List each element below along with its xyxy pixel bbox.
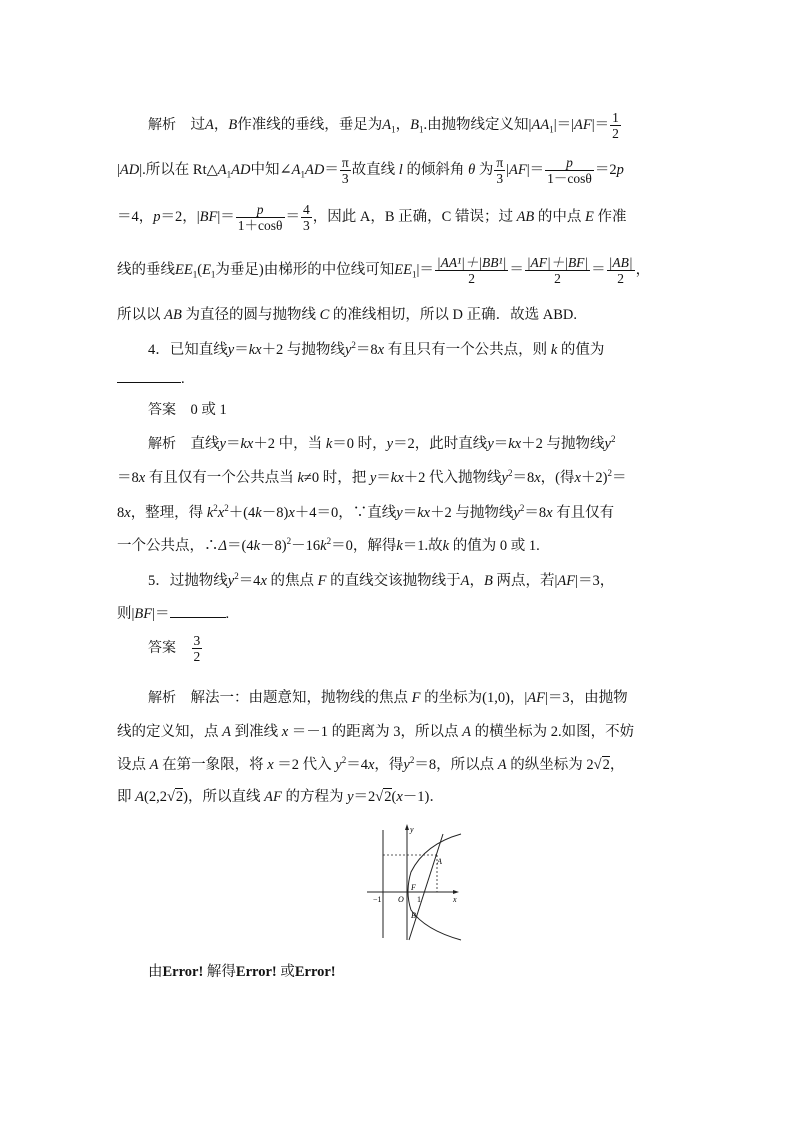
text: |＝ (526, 161, 545, 178)
text: 则| (117, 606, 135, 622)
text: ( (197, 261, 203, 278)
text: ＝2 代入 (277, 757, 332, 773)
text: ＝ (324, 161, 339, 178)
text: 2 (384, 789, 392, 805)
text: . (225, 606, 230, 622)
parabola-figure (365, 822, 465, 942)
text: 两点，若| (496, 573, 558, 589)
fraction: $\frac{\pi}{3}$ (341, 155, 349, 186)
text: ＝2，| (160, 208, 200, 225)
error-text: Error! (235, 964, 277, 980)
text: 由 (148, 964, 163, 980)
text: ＝2 (353, 789, 376, 805)
text: 的焦点 (270, 573, 314, 589)
text: 直线 (190, 436, 220, 452)
text: ＋4＝0，∵直线 (294, 505, 397, 521)
question-5-line-2: 则|BF|＝ . (117, 606, 230, 622)
text: |＝ (416, 261, 434, 278)
text: 的方程为 (285, 789, 344, 805)
analysis-line-2: |AD|.所以在 $Rt\triangle A_1AD$中知$\angle A_1AD=$ $\frac{\pi}{3}$ 故直线 l 的倾斜角 θ 为 $\frac{\pi}{3}$ |AF|＝ $\frac{p}{1-\cos\theta}$ ＝2p (117, 155, 624, 186)
text: 一个公共点，∴ (117, 538, 219, 554)
text: . (181, 371, 185, 387)
text: |＝ (217, 208, 235, 225)
text: 或 (276, 964, 295, 980)
text: 的纵坐标为 2 (510, 757, 594, 773)
point-F-label: F (411, 883, 416, 892)
text: ＝8，所以点 (414, 757, 495, 773)
text: ＝4 (346, 757, 368, 773)
text: ＝ (509, 261, 524, 278)
fraction: $\frac{p}{1+\cos\theta}$ (237, 202, 283, 233)
text: 8 (117, 505, 125, 521)
text: ＝ (225, 436, 241, 452)
text: 的直线交该抛物线于 (330, 573, 461, 589)
text: ， (395, 116, 411, 133)
text: －8) (260, 538, 287, 554)
text: | (506, 161, 510, 178)
text: 的中点 (537, 208, 582, 225)
text: 为 (478, 161, 494, 178)
text: 线的垂线 (117, 261, 175, 278)
text: ＋2 与抛物线 (261, 342, 345, 358)
text: 作准 (597, 208, 627, 225)
text: ＋2 中，当 (253, 436, 323, 452)
text: ＋2) (580, 470, 608, 486)
text: |＝| (553, 116, 574, 133)
error-text: Error! (294, 964, 336, 980)
text: ＝ (612, 470, 627, 486)
text: ， (609, 757, 625, 773)
text: |.所以在 Rt△ (139, 161, 218, 178)
text: 的横坐标为 2.如图，不妨 (474, 724, 635, 740)
text: ＝1.故 (402, 538, 443, 554)
text: 所以以 (117, 307, 161, 323)
text: 有且仅有一个公共点当 (148, 470, 294, 486)
text: －8) (261, 505, 289, 521)
answer-blank (117, 370, 181, 383)
text: Δ (218, 538, 228, 554)
text: ＋2 与抛物线 (521, 436, 605, 452)
q5-analysis-line-1: 解析 解法一：由题意知，抛物线的焦点 F 的坐标为(1,0)，|AF|＝3，由抛物 (148, 690, 628, 706)
text: ＝ (234, 342, 249, 358)
text: ＝2 (594, 161, 617, 178)
parabola-curve (408, 834, 461, 940)
text: 的准线相切，所以 D 正确．故选 ABD. (332, 307, 577, 323)
text: 5．过抛物线 (148, 573, 228, 589)
text: |＝3， (575, 573, 615, 589)
point-A-label: A (437, 857, 442, 866)
text: |＝ (152, 606, 170, 622)
text: ，得 (374, 757, 404, 773)
q5-analysis-line-4: 即 A(2,2√2)，所以直线 AF 的方程为 y＝2√2(x－1)． (117, 789, 444, 805)
text: ＝0，解得 (331, 538, 397, 554)
y-axis-arrow (405, 824, 409, 830)
fraction: $\frac{4}{3}$ (303, 202, 310, 233)
answer-4 (148, 400, 227, 420)
text: ， (635, 261, 651, 278)
text: －16 (291, 538, 321, 554)
final-line (148, 962, 336, 982)
text: ＋(4 (228, 505, 256, 521)
text: ( (391, 789, 397, 805)
text: | (117, 161, 120, 178)
text: ＝ (591, 261, 606, 278)
text: 故直线 (351, 161, 396, 178)
axis-x-label: x (453, 895, 457, 904)
tick-neg1-label: −1 (373, 895, 382, 904)
text: ，( (540, 470, 560, 486)
q4-analysis-line-2: ＝8x 有且仅有一个公共点当 k≠0 时，把 y＝kx＋2 代入抛物线$y^2=8x$，(得x＋2)$^2$＝ (117, 468, 627, 486)
text: 2 (602, 757, 610, 773)
text: ＝ (285, 208, 300, 225)
text: ＝0 时， (332, 436, 387, 452)
point-B-label: B (411, 911, 416, 920)
q4-analysis-line-4: 一个公共点，$\therefore\Delta=(4k-8)^2-16k^2=0$，解得k＝1.故k 的值为 0 或 1. (117, 536, 540, 554)
text: 解法一：由题意知，抛物线的焦点 (190, 690, 408, 706)
error-text: Error! (162, 964, 204, 980)
text: 4．已知直线 (148, 342, 228, 358)
text: 设点 (117, 757, 146, 773)
text: ＋2 与抛物线 (430, 505, 514, 521)
text: |＝3，由抛物 (545, 690, 628, 706)
fraction: $\frac{\text{|AA¹|＋|BB¹|}}{2}$ (436, 255, 507, 286)
text: 有且只有一个公共点，则 (387, 342, 548, 358)
analysis-line-3: ＝4，p＝2，|BF|＝ $\frac{p}{1+\cos\theta}$ ＝ $\frac{4}{3}$ ，因此 A，B 正确，C 错误；过 AB 的中点 E 作准 (117, 202, 627, 233)
text: 作准线的垂线，垂足为 (237, 116, 383, 133)
text: 即 (117, 789, 132, 805)
q4-analysis-line-3: 8x，整理，得 $k^2x^2+(4k-8)x+4=0$，∵直线y＝kx＋2 与抛物线$y^2=8x$ 有且仅有 (117, 503, 615, 521)
question-4-blank-line (117, 369, 185, 389)
text: ＝4 (238, 573, 261, 589)
x-axis-arrow (453, 890, 459, 894)
text: 的倾斜角 (406, 161, 465, 178)
answer-5 (148, 633, 203, 664)
answer-label: 答案 (148, 402, 176, 418)
analysis-line-4: 线的垂线$EE_1(E_1$为垂足)由梯形的中位线可知$EE_1|=$ $\frac{\text{|AA¹|＋|BB¹|}}{2}$ ＝ $\frac{|AF|+|BF|}{2}$ ＝ $\frac{|AB|}{2}$ ， (117, 255, 651, 286)
fraction: $\frac{1}{2}$ (612, 110, 619, 141)
question-5-line-1: 5．过抛物线$y^2=4x$ 的焦点 F 的直线交该抛物线于A，B 两点，若|AF|＝3， (148, 571, 615, 589)
text: 的值为 (560, 342, 605, 358)
analysis-label: 解析 (148, 436, 176, 452)
text: ＝(4 (227, 538, 254, 554)
text: ＝8 (355, 342, 378, 358)
text: 的坐标为(1,0)，| (424, 690, 528, 706)
answer-blank (170, 605, 226, 618)
text: 得 (560, 470, 575, 486)
text: ＝4， (117, 208, 154, 225)
q4-analysis-line-1: 解析 直线y＝kx＋2 中，当 k＝0 时，y＝2，此时直线y＝kx＋2 与抛物线$y^2$ (148, 434, 616, 452)
text: ＝8 (512, 470, 535, 486)
text: －1)． (402, 789, 444, 805)
answer-value: 0 或 1 (190, 402, 227, 418)
text: ≠0 时，把 (303, 470, 367, 486)
text: ， (213, 116, 229, 133)
analysis-line-5: 所以以 AB 为直径的圆与抛物线 C 的准线相切，所以 D 正确．故选 ABD. (117, 307, 577, 323)
text: ，因此 A，B 正确，C 错误；过 (312, 208, 513, 225)
fraction: $\frac{|AF|+|BF|}{2}$ (526, 255, 589, 286)
point-O-label: O (398, 895, 404, 904)
text: 线的定义知，点 (117, 724, 219, 740)
text: 为垂足)由梯形的中位线可知 (215, 261, 395, 278)
text: ＝2，此时直线 (393, 436, 488, 452)
fraction: $\frac{|AB|}{2}$ (608, 255, 633, 286)
text: )，所以直线 (183, 789, 261, 805)
question-4: 4．已知直线y＝kx＋2 与抛物线$y^2=8x$ 有且只有一个公共点，则 k 的值为 (148, 340, 605, 358)
text: 中知∠ (250, 161, 292, 178)
text: ＝－1 的距离为 3，所以点 (291, 724, 459, 740)
tick-1-label: 1 (417, 895, 421, 904)
text: 2 (175, 789, 184, 805)
text: 的值为 0 或 1. (452, 538, 540, 554)
text: 过 (190, 116, 205, 133)
answer-fraction: $\frac{3}{2}$ (193, 633, 201, 664)
q5-analysis-line-2: 线的定义知，点 A 到准线 x ＝－1 的距离为 3，所以点 A 的横坐标为 2.如图，不妨 (117, 724, 635, 740)
text: (2,2 (143, 789, 167, 805)
text: ， (469, 573, 484, 589)
text: 为直径的圆与抛物线 (185, 307, 316, 323)
text: 解得 (203, 964, 236, 980)
text: 到准线 (234, 724, 279, 740)
text: ，整理，得 (130, 505, 204, 521)
q5-analysis-line-3: 设点 A 在第一象限，将 x ＝2 代入 $y^2=4x$，得$y^2=8$，所以点 A 的纵坐标为 2√2， (117, 755, 625, 773)
text: ＋2 代入抛物线 (403, 470, 502, 486)
fraction: $\frac{\pi}{3}$ (496, 155, 504, 186)
text: 有且仅有 (556, 505, 615, 521)
analysis-label: 解析 (148, 116, 176, 133)
analysis-line-1: 解析 过A，B作准线的垂线，垂足为$A_1$，$B_1$.由抛物线定义知$|AA_1|=|AF|=$ $\frac{1}{2}$ (148, 110, 619, 141)
fraction: $\frac{p}{1-\cos\theta}$ (547, 155, 592, 186)
text: |＝ (591, 116, 610, 133)
text: 在第一象限，将 (162, 757, 264, 773)
axis-y-label: y (410, 825, 414, 834)
answer-label: 答案 (148, 639, 176, 656)
analysis-label: 解析 (148, 690, 176, 706)
text: .由抛物线定义知| (423, 116, 532, 133)
text: ＝8 (117, 470, 139, 486)
